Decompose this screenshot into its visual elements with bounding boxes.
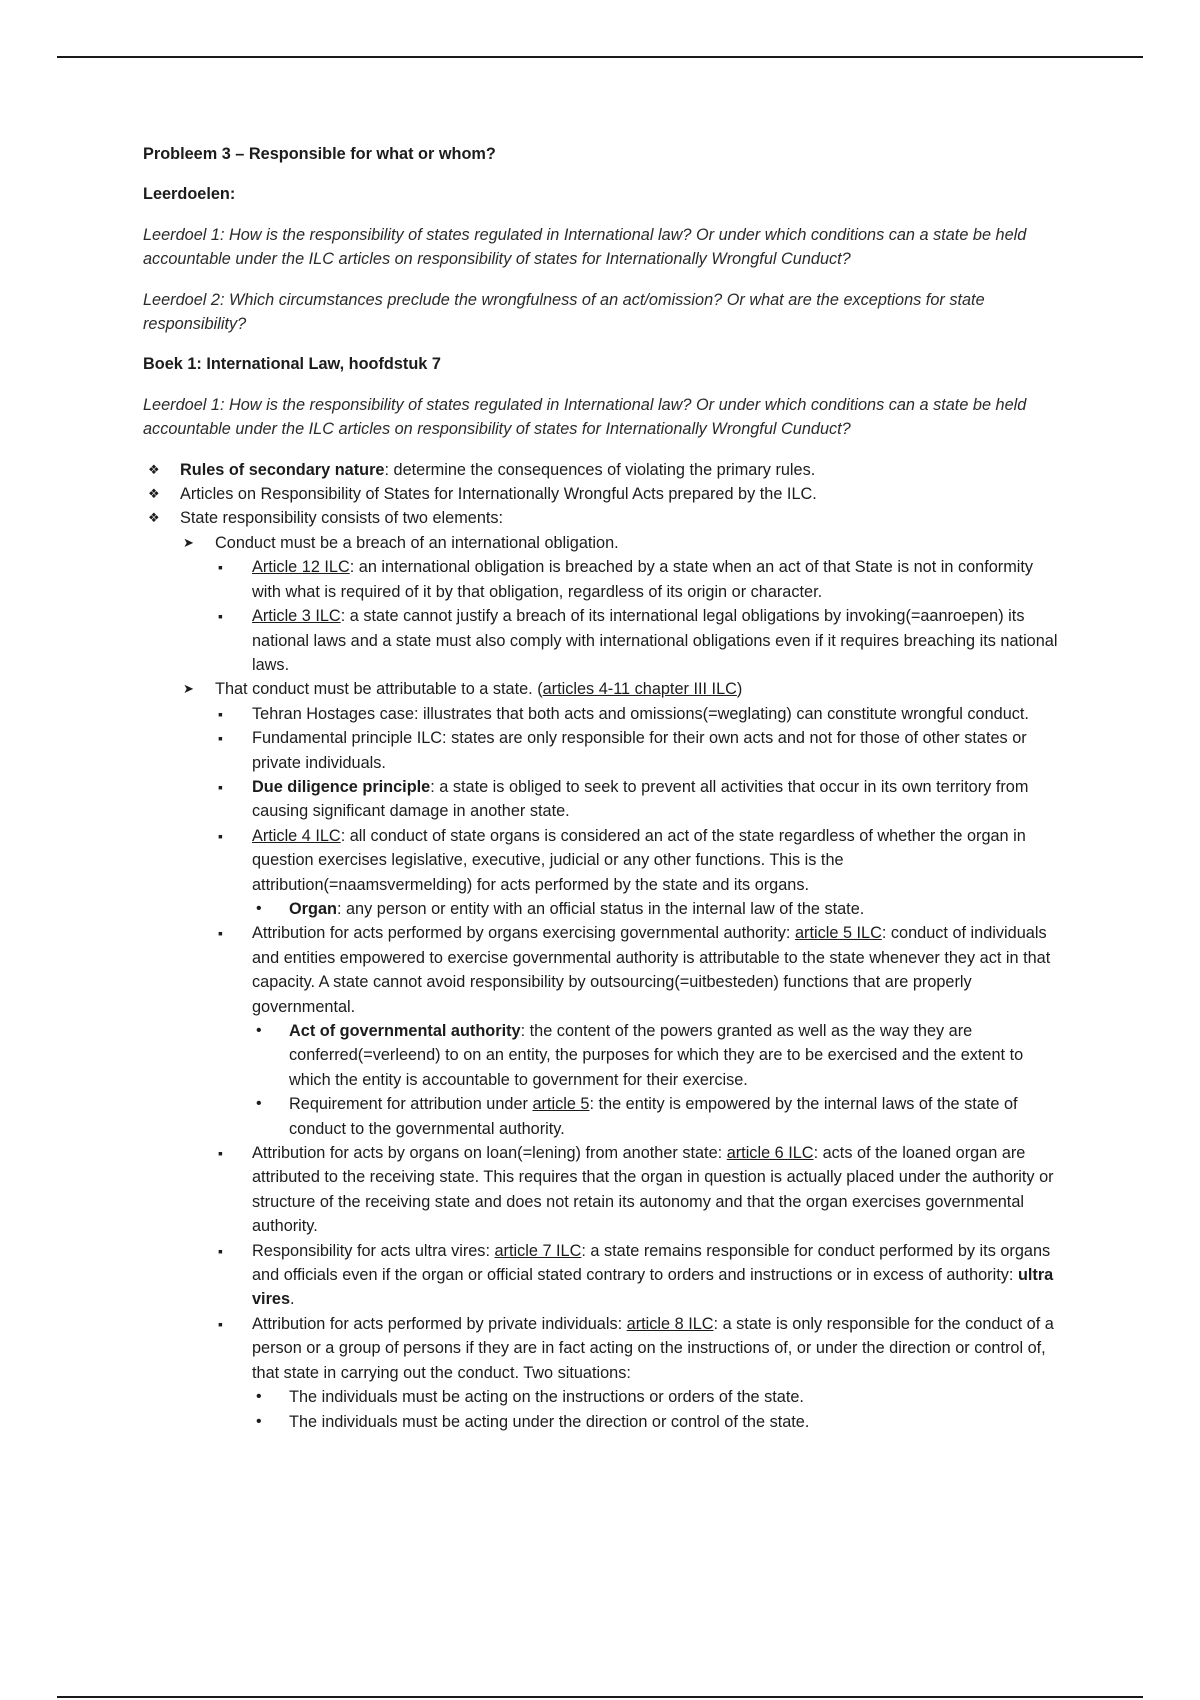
document-title: Probleem 3 – Responsible for what or whom? [143,145,496,163]
article-reference: Article 12 ILC [252,558,350,577]
list-item: • Requirement for attribution under article 5: the entity is empowered by the internal laws of the state of conduct to the governmental authority. [252,1092,1063,1141]
list-item: ➤ That conduct must be attributable to a state. (articles 4-11 chapter III ILC) ▪ Tehran Hostages case: illustrates that both acts and omissions(=weglating) can constitute wrongful conduct. ▪ Fundamental principle ILC: states are only responsible for their own acts and not for those of other states or private individuals. ▪ Due diligence principle: a state is obliged to seek to prevent all activities that occur in its own territory from causing significant damage in another state. ▪ Article 4 ILC: all conduct of state organs is considered an act of the state regardless of whether the organ in question exercises legislative, executive, judicial or any other functions. This is the attribution(=naamsvermelding) for acts performed by the state and its organs. • Organ: any person or entity with an official status in the internal law of the state. ▪ Attribution for acts performed by organs exercising governmental authority: article 5 ILC: conduct of individuals and entities empowered to exercise governmental authority is attributable to the state whenever they act in that capacity. A state cannot avoid responsibility by outsourcing(=uitbesteden) functions that are properly governmental. • Act of governmental authority: the content of the powers granted as well as the way they are conferred(=verleend) to on an entity, the purposes for which they are to be exercised and the extent to which the entity is accountable to government for their exercise. • Requirement for attribution under article 5: the entity is empowered by the internal laws of the state of conduct to the governmental authority. ▪ Attribution for acts by organs on loan(=lening) from another state: article 6 ILC: acts of the loaned organ are attributed to the receiving state. This requires that the organ in question is actually placed under the authority or structure of the receiving state and does not retain its autonomy and that the organ exercises governmental authority. ▪ Responsibility for acts ultra vires: article 7 ILC: a state remains responsible for conduct performed by its organs and officials even if the organ or official stated contrary to orders and instructions or in excess of authority: ultra vires. ▪ Attribution for acts performed by private individuals: article 8 ILC: a state is only responsible for the conduct of a person or a group of persons if they are in fact acting on the instructions of, or under the direction or control of, that state in carrying out the conduct. Two situations: • The individuals must be acting on the instructions or orders of the state. • The individuals must be acting under the direction or control of the state. [180,677,1063,1434]
article-reference: article 8 ILC [626,1314,714,1333]
term: Act of governmental authority [289,1022,521,1040]
header-rule [57,56,1143,58]
list-item: ❖ Rules of secondary nature: determine the consequences of violating the primary rules. [143,458,1063,482]
article-reference: Article 4 ILC [252,826,341,845]
leerdoel-1: Leerdoel 1: How is the responsibility of states regulated in International law? Or under which conditions can a state be held accountable under the ILC articles on responsibility of states for Internationally Wrongful Cunduct? [143,225,1027,269]
list-item: ❖ Articles on Responsibility of States for Internationally Wrongful Acts prepared by the ILC. [143,482,1063,506]
book-heading: Boek 1: International Law, hoofdstuk 7 [143,355,441,374]
list-item: ➤ Conduct must be a breach of an international obligation. ▪ Article 12 ILC: an international obligation is breached by a state when an act of that State is not in conformity with what is required of it by that obligation, regardless of its origin or character. ▪ Article 3 ILC: a state cannot justify a breach of its international legal obligations by invoking(=aanroepen) its national laws and a state must also comply with international obligations even if it requires breaching its national laws. [180,531,1063,677]
term: ultra vires [252,1266,1054,1309]
list-item: ▪ Article 12 ILC: an international obligation is breached by a state when an act of that State is not in conformity with what is required of it by that obligation, regardless of its origin or character. [215,555,1063,604]
list-item: ▪ Due diligence principle: a state is obliged to seek to prevent all activities that occur in its own territory from causing significant damage in another state. [215,775,1063,824]
article-reference: article 5 ILC [794,924,882,943]
article-reference: articles 4-11 chapter III ILC [542,680,737,699]
notes-list [143,458,1063,1434]
list-item: ▪ Attribution for acts performed by organs exercising governmental authority: article 5 ILC: conduct of individuals and entities empowered to exercise governmental authority is attributable to the state whenever they act in that capacity. A state cannot avoid responsibility by outsourcing(=uitbesteden) functions that are properly governmental. • Act of governmental authority: the content of the powers granted as well as the way they are conferred(=verleend) to on an entity, the purposes for which they are to be exercised and the extent to which the entity is accountable to government for their exercise. • Requirement for attribution under article 5: the entity is empowered by the internal laws of the state of conduct to the governmental authority. [215,921,1063,1141]
list-item: ▪ Attribution for acts by organs on loan(=lening) from another state: article 6 ILC: acts of the loaned organ are attributed to the receiving state. This requires that the organ in question is actually placed under the authority or structure of the receiving state and does not retain its autonomy and that the organ exercises governmental authority. [215,1141,1063,1239]
list-item: ▪ Article 4 ILC: all conduct of state organs is considered an act of the state regardless of whether the organ in question exercises legislative, executive, judicial or any other functions. This is the attribution(=naamsvermelding) for acts performed by the state and its organs. • Organ: any person or entity with an official status in the internal law of the state. [215,824,1063,922]
footer-rule [57,1696,1143,1698]
list-item: • The individuals must be acting on the instructions or orders of the state. [252,1385,1063,1409]
article-reference: article 7 ILC [494,1241,582,1260]
list-item: ▪ Tehran Hostages case: illustrates that both acts and omissions(=weglating) can constitute wrongful conduct. [215,702,1063,726]
article-reference: article 6 ILC [726,1144,814,1163]
document-body [143,142,1063,1434]
leerdoel-1-repeat: Leerdoel 1: How is the responsibility of states regulated in International law? Or under which conditions can a state be held accountable under the ILC articles on responsibility of states for Internationally Wrongful Cunduct? [143,395,1027,439]
leerdoelen-heading: Leerdoelen: [143,185,236,204]
article-reference: Article 3 ILC [252,607,341,626]
leerdoel-2: Leerdoel 2: Which circumstances preclude the wrongfulness of an act/omission? Or what are the exceptions for state responsibility? [143,290,985,334]
list-item: ▪ Fundamental principle ILC: states are only responsible for their own acts and not for those of other states or private individuals. [215,726,1063,775]
term: Organ [289,899,337,918]
elements-list [180,531,1063,1434]
list-item: • The individuals must be acting under the direction or control of the state. [252,1410,1063,1434]
list-item: • Organ: any person or entity with an official status in the internal law of the state. [252,897,1063,921]
list-item: ❖ State responsibility consists of two elements: ➤ Conduct must be a breach of an international obligation. ▪ Article 12 ILC: an international obligation is breached by a state when an act of that State is not in conformity with what is required of it by that obligation, regardless of its origin or character. ▪ Article 3 ILC: a state cannot justify a breach of its international legal obligations by invoking(=aanroepen) its national laws and a state must also comply with international obligations even if it requires breaching its national laws. ➤ That conduct must be attributable to a state. (articles 4-11 chapter III ILC) ▪ Tehran Hostages case: illustrates that both acts and omissions(=weglating) can constitute wrongful conduct. ▪ Fundamental principle ILC: states are only responsible for their own acts and not for those of other states or private individuals. ▪ Due diligence principle: a state is obliged to seek to prevent all activities that occur in its own territory from causing significant damage in another state. ▪ Article 4 ILC: all conduct of state organs is considered an act of the state regardless of whether the organ in question exercises legislative, executive, judicial or any other functions. This is the attribution(=naamsvermelding) for acts performed by the state and its organs. • Organ: any person or entity with an official status in the internal law of the state. ▪ Attribution for acts performed by organs exercising governmental authority: article 5 ILC: conduct of individuals and entities empowered to exercise governmental authority is attributable to the state whenever they act in that capacity. A state cannot avoid responsibility by outsourcing(=uitbesteden) functions that are properly governmental. • Act of governmental authority: the content of the powers granted as well as the way they are conferred(=verleend) to on an entity, the purposes for which they are to be exercised and the extent to which the entity is accountable to government for their exercise. • Requirement for attribution under article 5: the entity is empowered by the internal laws of the state of conduct to the governmental authority. ▪ Attribution for acts by organs on loan(=lening) from another state: article 6 ILC: acts of the loaned organ are attributed to the receiving state. This requires that the organ in question is actually placed under the authority or structure of the receiving state and does not retain its autonomy and that the organ exercises governmental authority. ▪ Responsibility for acts ultra vires: article 7 ILC: a state remains responsible for conduct performed by its organs and officials even if the organ or official stated contrary to orders and instructions or in excess of authority: ultra vires. ▪ Attribution for acts performed by private individuals: article 8 ILC: a state is only responsible for the conduct of a person or a group of persons if they are in fact acting on the instructions of, or under the direction or control of, that state in carrying out the conduct. Two situations: • The individuals must be acting on the instructions or orders of the state. • The individuals must be acting under the direction or control of the state. [143,506,1063,1433]
list-item: ▪ Article 3 ILC: a state cannot justify a breach of its international legal obligations by invoking(=aanroepen) its national laws and a state must also comply with international obligations even if it requires breaching its national laws. [215,604,1063,677]
list-item: ▪ Responsibility for acts ultra vires: article 7 ILC: a state remains responsible for conduct performed by its organs and officials even if the organ or official stated contrary to orders and instructions or in excess of authority: ultra vires. [215,1239,1063,1312]
term: Rules of secondary nature [180,460,385,479]
article-reference: article 5 [532,1095,590,1114]
term: Due diligence principle [252,777,431,796]
list-item: • Act of governmental authority: the content of the powers granted as well as the way they are conferred(=verleend) to on an entity, the purposes for which they are to be exercised and the extent to which the entity is accountable to government for their exercise. [252,1019,1063,1092]
list-item: ▪ Attribution for acts performed by private individuals: article 8 ILC: a state is only responsible for the conduct of a person or a group of persons if they are in fact acting on the instructions of, or under the direction or control of, that state in carrying out the conduct. Two situations: • The individuals must be acting on the instructions or orders of the state. • The individuals must be acting under the direction or control of the state. [215,1312,1063,1434]
